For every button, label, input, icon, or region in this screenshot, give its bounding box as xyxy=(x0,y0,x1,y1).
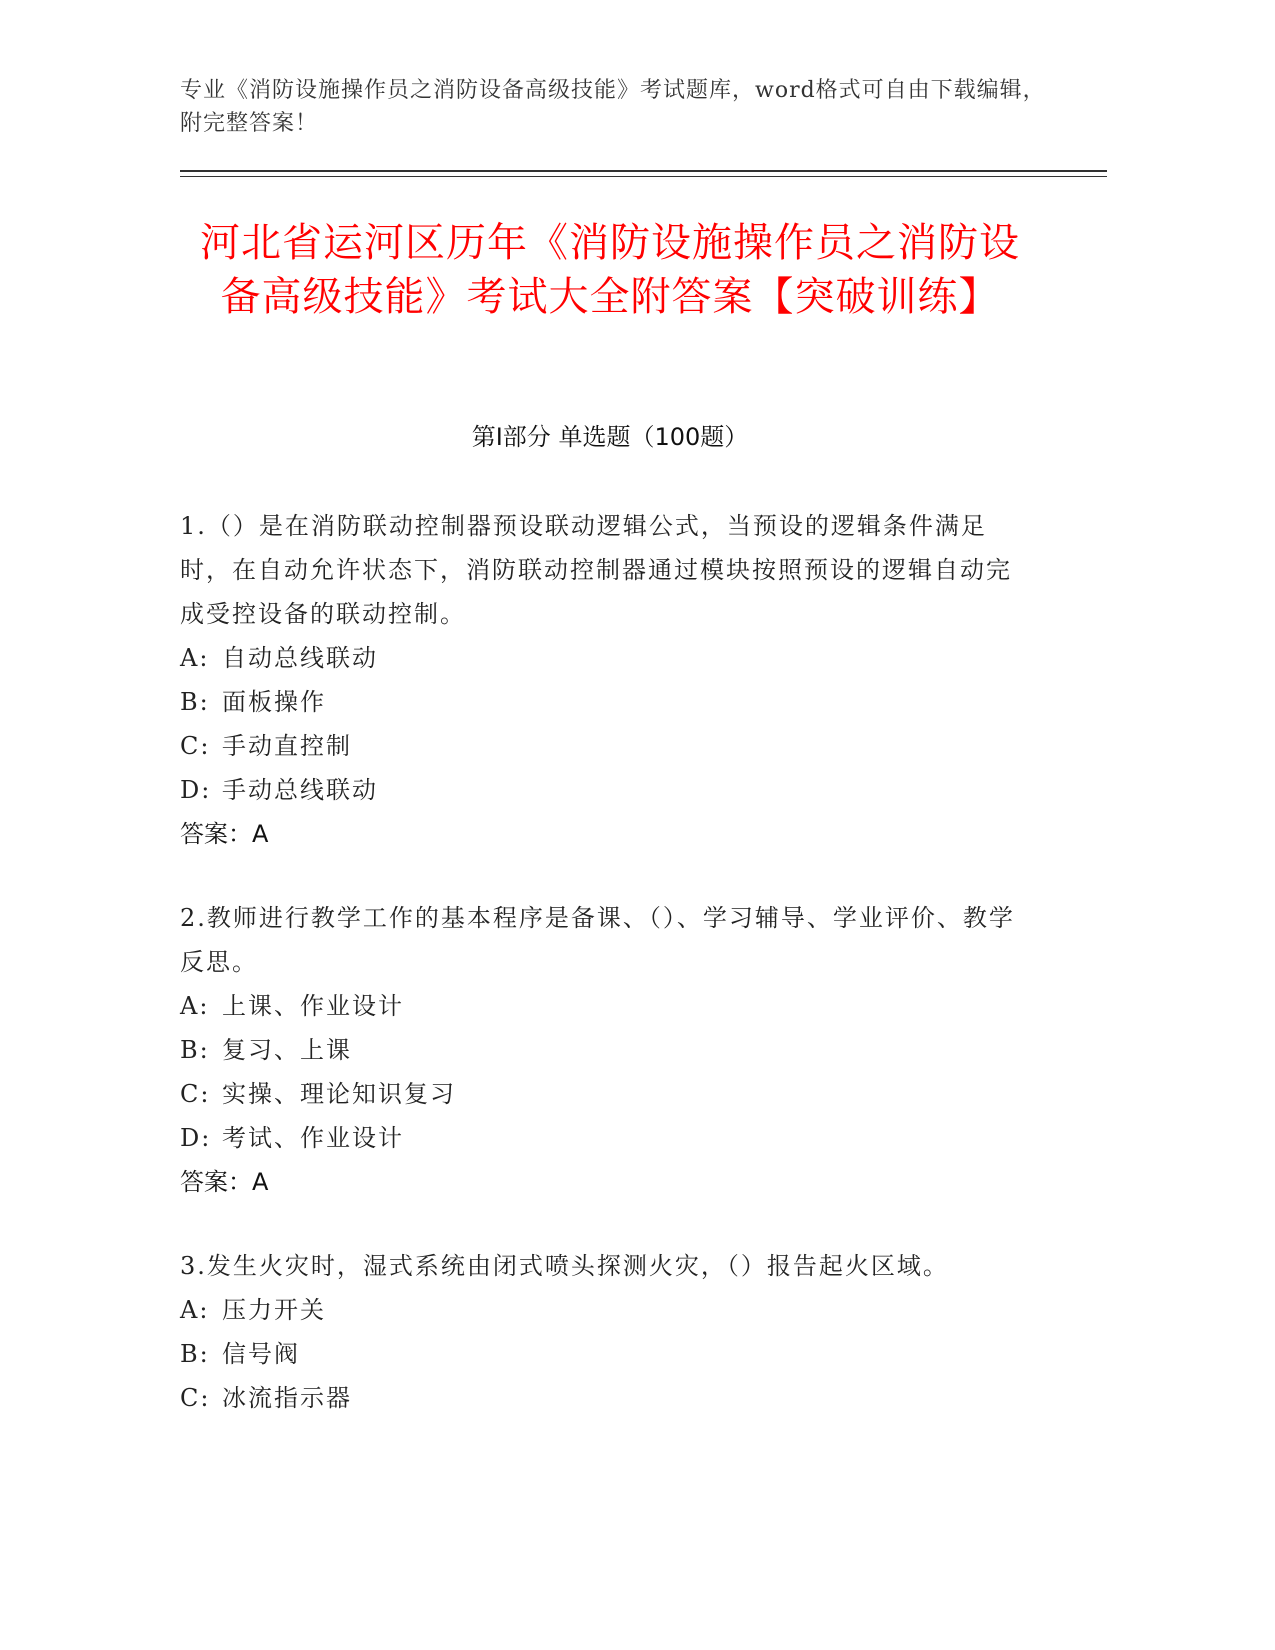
option-b xyxy=(180,680,1020,724)
question-1 xyxy=(180,504,1020,856)
answer-line: 答案：A xyxy=(180,1168,269,1196)
option-letter: A: xyxy=(180,1296,210,1324)
option-letter: A: xyxy=(180,992,210,1020)
option-c xyxy=(180,724,1020,768)
option-letter: B: xyxy=(180,1340,210,1368)
option-letter: C: xyxy=(180,732,211,760)
option-b xyxy=(180,1028,1020,1072)
option-text: 上课、作业设计 xyxy=(222,992,404,1020)
header-divider-thin xyxy=(180,176,1107,177)
option-d xyxy=(180,768,1020,812)
question-2 xyxy=(180,896,1020,1204)
option-text: 自动总线联动 xyxy=(222,644,378,672)
option-c xyxy=(180,1376,1020,1420)
section-heading: 第I部分 单选题（100题） xyxy=(471,423,749,451)
option-b xyxy=(180,1332,1020,1376)
option-letter: D: xyxy=(180,776,212,804)
document-title: 河北省运河区历年《消防设施操作员之消防设备高级技能》考试大全附答案【突破训练】 xyxy=(200,220,1020,320)
header-note: 专业《消防设施操作员之消防设备高级技能》考试题库，word格式可自由下载编辑，附完整答案！ xyxy=(180,78,1046,136)
question-list xyxy=(180,504,1020,1460)
option-text: 实操、理论知识复习 xyxy=(222,1080,456,1108)
option-c xyxy=(180,1072,1020,1116)
option-letter: A: xyxy=(180,644,210,672)
question-3 xyxy=(180,1244,1020,1420)
option-text: 手动总线联动 xyxy=(222,776,378,804)
option-text: 信号阀 xyxy=(222,1340,300,1368)
header-divider-thick xyxy=(180,170,1107,172)
question-stem: 2.教师进行教学工作的基本程序是备课、（）、学习辅导、学业评价、教学反思。 xyxy=(180,904,1015,976)
option-a xyxy=(180,984,1020,1028)
option-letter: B: xyxy=(180,688,210,716)
option-text: 复习、上课 xyxy=(222,1036,352,1064)
option-text: 手动直控制 xyxy=(222,732,352,760)
option-text: 考试、作业设计 xyxy=(222,1124,404,1152)
option-letter: D: xyxy=(180,1124,212,1152)
option-text: 面板操作 xyxy=(222,688,326,716)
option-text: 冰流指示器 xyxy=(222,1384,352,1412)
option-text: 压力开关 xyxy=(222,1296,326,1324)
question-stem: 3.发生火灾时，湿式系统由闭式喷头探测火灾，（）报告起火区域。 xyxy=(180,1252,949,1280)
option-d xyxy=(180,1116,1020,1160)
answer-line: 答案：A xyxy=(180,820,269,848)
option-letter: B: xyxy=(180,1036,210,1064)
option-a xyxy=(180,636,1020,680)
option-letter: C: xyxy=(180,1384,211,1412)
option-a xyxy=(180,1288,1020,1332)
option-letter: C: xyxy=(180,1080,211,1108)
question-stem: 1.（）是在消防联动控制器预设联动逻辑公式，当预设的逻辑条件满足时，在自动允许状态下，消防联动控制器通过模块按照预设的逻辑自动完成受控设备的联动控制。 xyxy=(180,512,1012,628)
